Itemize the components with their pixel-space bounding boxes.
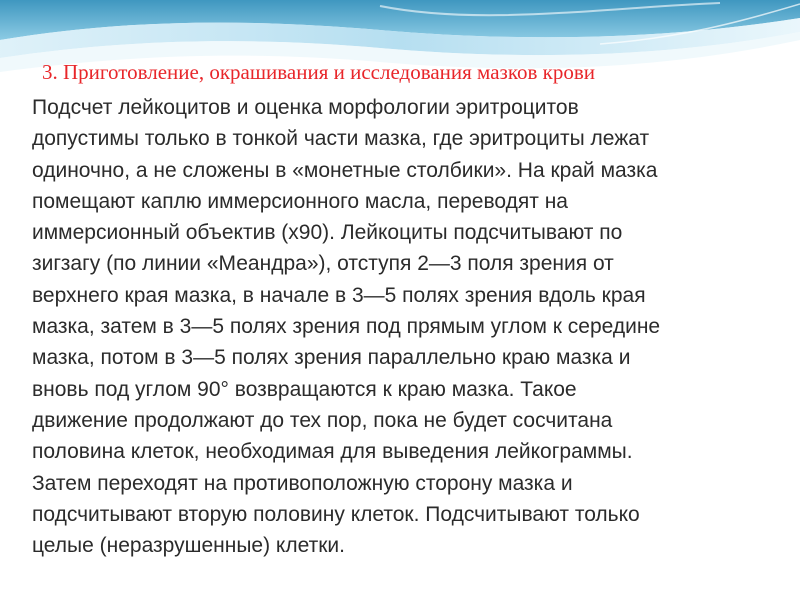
body-line: целые (неразрушенные) клетки. <box>32 534 345 558</box>
body-line: подсчитывают вторую половину клеток. Подсчитывают только <box>32 502 640 526</box>
slide-body-text <box>32 92 777 561</box>
body-line: одиночно, а не сложены в «монетные столбики». На край мазка <box>32 158 658 182</box>
body-line: помещают каплю иммерсионного масла, переводят на <box>32 189 568 213</box>
body-line: допустимы только в тонкой части мазка, где эритроциты лежат <box>32 127 650 151</box>
body-line: Затем переходят на противоположную сторону мазка и <box>32 471 573 495</box>
body-line: вновь под углом 90° возвращаются к краю мазка. Такое <box>32 377 577 401</box>
body-line: зигзагу (по линии «Меандра»), отступя 2—3 поля зрения от <box>32 252 614 276</box>
slide-title: 3. Приготовление, окрашивания и исследования мазков крови <box>42 60 595 84</box>
body-line: движение продолжают до тех пор, пока не будет сосчитана <box>32 408 613 432</box>
body-line: Подсчет лейкоцитов и оценка морфологии эритроцитов <box>32 96 579 119</box>
body-line: мазка, потом в 3—5 полях зрения параллельно краю мазка и <box>32 346 631 370</box>
body-line: иммерсионный объектив (х90). Лейкоциты подсчитывают по <box>32 221 623 245</box>
body-line: верхнего края мазка, в начале в 3—5 полях зрения вдоль края <box>32 283 646 307</box>
body-line: половина клеток, необходимая для выведения лейкограммы. <box>32 440 633 464</box>
body-line: мазка, затем в 3—5 полях зрения под прямым углом к середине <box>32 315 661 339</box>
